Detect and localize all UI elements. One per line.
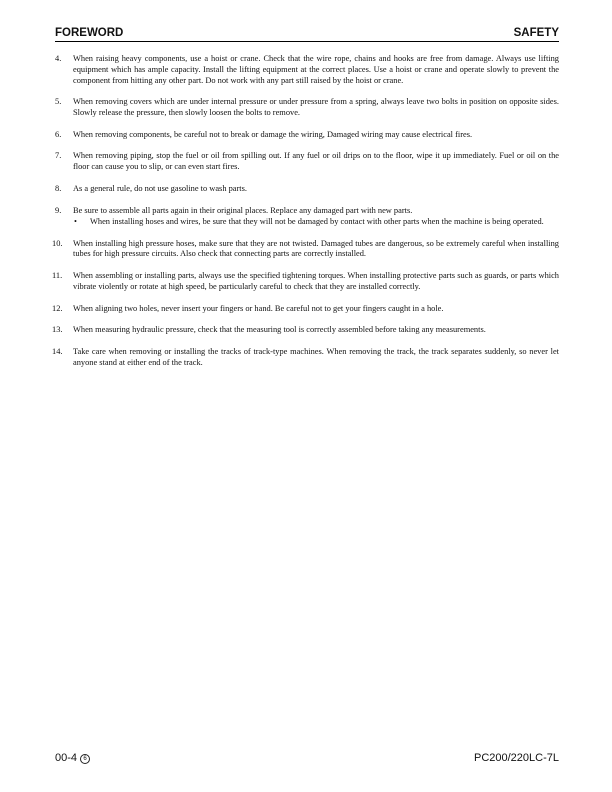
- item-text: When removing piping, stop the fuel or oil from spilling out. If any fuel or oil drips on to the floor, wipe it up immediately. Fuel or oil on the floor can cause you to slip, or can even start fires.: [73, 151, 559, 172]
- item-number: 10.: [52, 238, 63, 248]
- page-header: [55, 27, 559, 42]
- item-text: Be sure to assemble all parts again in their original places. Replace any damaged part with new parts.: [73, 205, 413, 215]
- item-number: 6.: [55, 129, 62, 139]
- list-item: [52, 303, 559, 315]
- item-text: As a general rule, do not use gasoline to wash parts.: [73, 183, 247, 193]
- list-item: [52, 271, 559, 293]
- chapter-title: SAFETY: [513, 27, 559, 39]
- item-text: When raising heavy components, use a hoist or crane. Check that the wire rope, chains and hooks are free from damage. Always use lifting equipment which has ample capacity. Install the lifting equipment at the correct places. Use a hoist or crane and operate slowly to prevent the component from hitting any other part. Do not work with any part still raised by the hoist or crane.: [73, 54, 559, 85]
- list-item: [55, 151, 559, 173]
- list-item: [52, 238, 559, 261]
- item-number: 8.: [55, 183, 62, 193]
- list-item: [55, 54, 559, 86]
- item-number: 13.: [52, 325, 63, 335]
- sub-item-text: When installing hoses and wires, be sure that they will not be damaged by contact with other parts when the machine is being operated.: [90, 216, 544, 226]
- sub-item: [73, 217, 559, 228]
- item-text: When measuring hydraulic pressure, check that the measuring tool is correctly assembled before taking any measurements.: [73, 325, 486, 335]
- section-title: FOREWORD: [55, 27, 124, 39]
- item-text: When installing high pressure hoses, make sure that they are not twisted. Damaged tubes are dangerous, so be extremely careful when installing tubes for high pressure circuits. Also check that connecting parts are correctly installed.: [73, 238, 559, 259]
- item-number: 12.: [52, 303, 63, 313]
- revision-mark-icon: 6: [80, 754, 90, 764]
- item-number: 5.: [55, 97, 62, 107]
- item-text: When removing components, be careful not to break or damage the wiring, Damaged wiring may cause electrical fires.: [73, 129, 473, 139]
- item-text: When removing covers which are under internal pressure or under pressure from a spring, always leave two bolts in position on opposite sides. Slowly release the pressure, then slowly loosen the bolts to remove.: [73, 97, 559, 118]
- list-item: [55, 97, 559, 119]
- item-text: When aligning two holes, never insert your fingers or hand. Be careful not to get your fingers caught in a hole.: [73, 303, 444, 313]
- bullet-icon: •: [74, 216, 77, 226]
- model-name: PC200/220LC-7L: [473, 752, 559, 764]
- item-number: 7.: [55, 151, 62, 161]
- item-number: 14.: [52, 346, 63, 356]
- page-number-group: [55, 752, 90, 765]
- safety-list: [52, 54, 559, 379]
- list-item: [55, 206, 559, 228]
- item-text: When assembling or installing parts, always use the specified tightening torques. When installing protective parts such as guards, or parts which vibrate violently or rotate at high speed, be particularly careful to check that they are installed correctly.: [73, 271, 559, 291]
- item-text: Take care when removing or installing the tracks of track-type machines. When removing the track, the track separates suddenly, so never let anyone stand at either end of the track.: [73, 346, 559, 367]
- list-item: [52, 325, 559, 336]
- page-number: 00-4: [55, 752, 78, 764]
- item-number: 9.: [55, 205, 62, 215]
- list-item: [52, 346, 559, 369]
- list-item: [55, 184, 559, 195]
- item-number: 4.: [55, 54, 62, 63]
- page-footer: [55, 752, 559, 766]
- item-number: 11.: [52, 271, 63, 281]
- list-item: [55, 130, 559, 141]
